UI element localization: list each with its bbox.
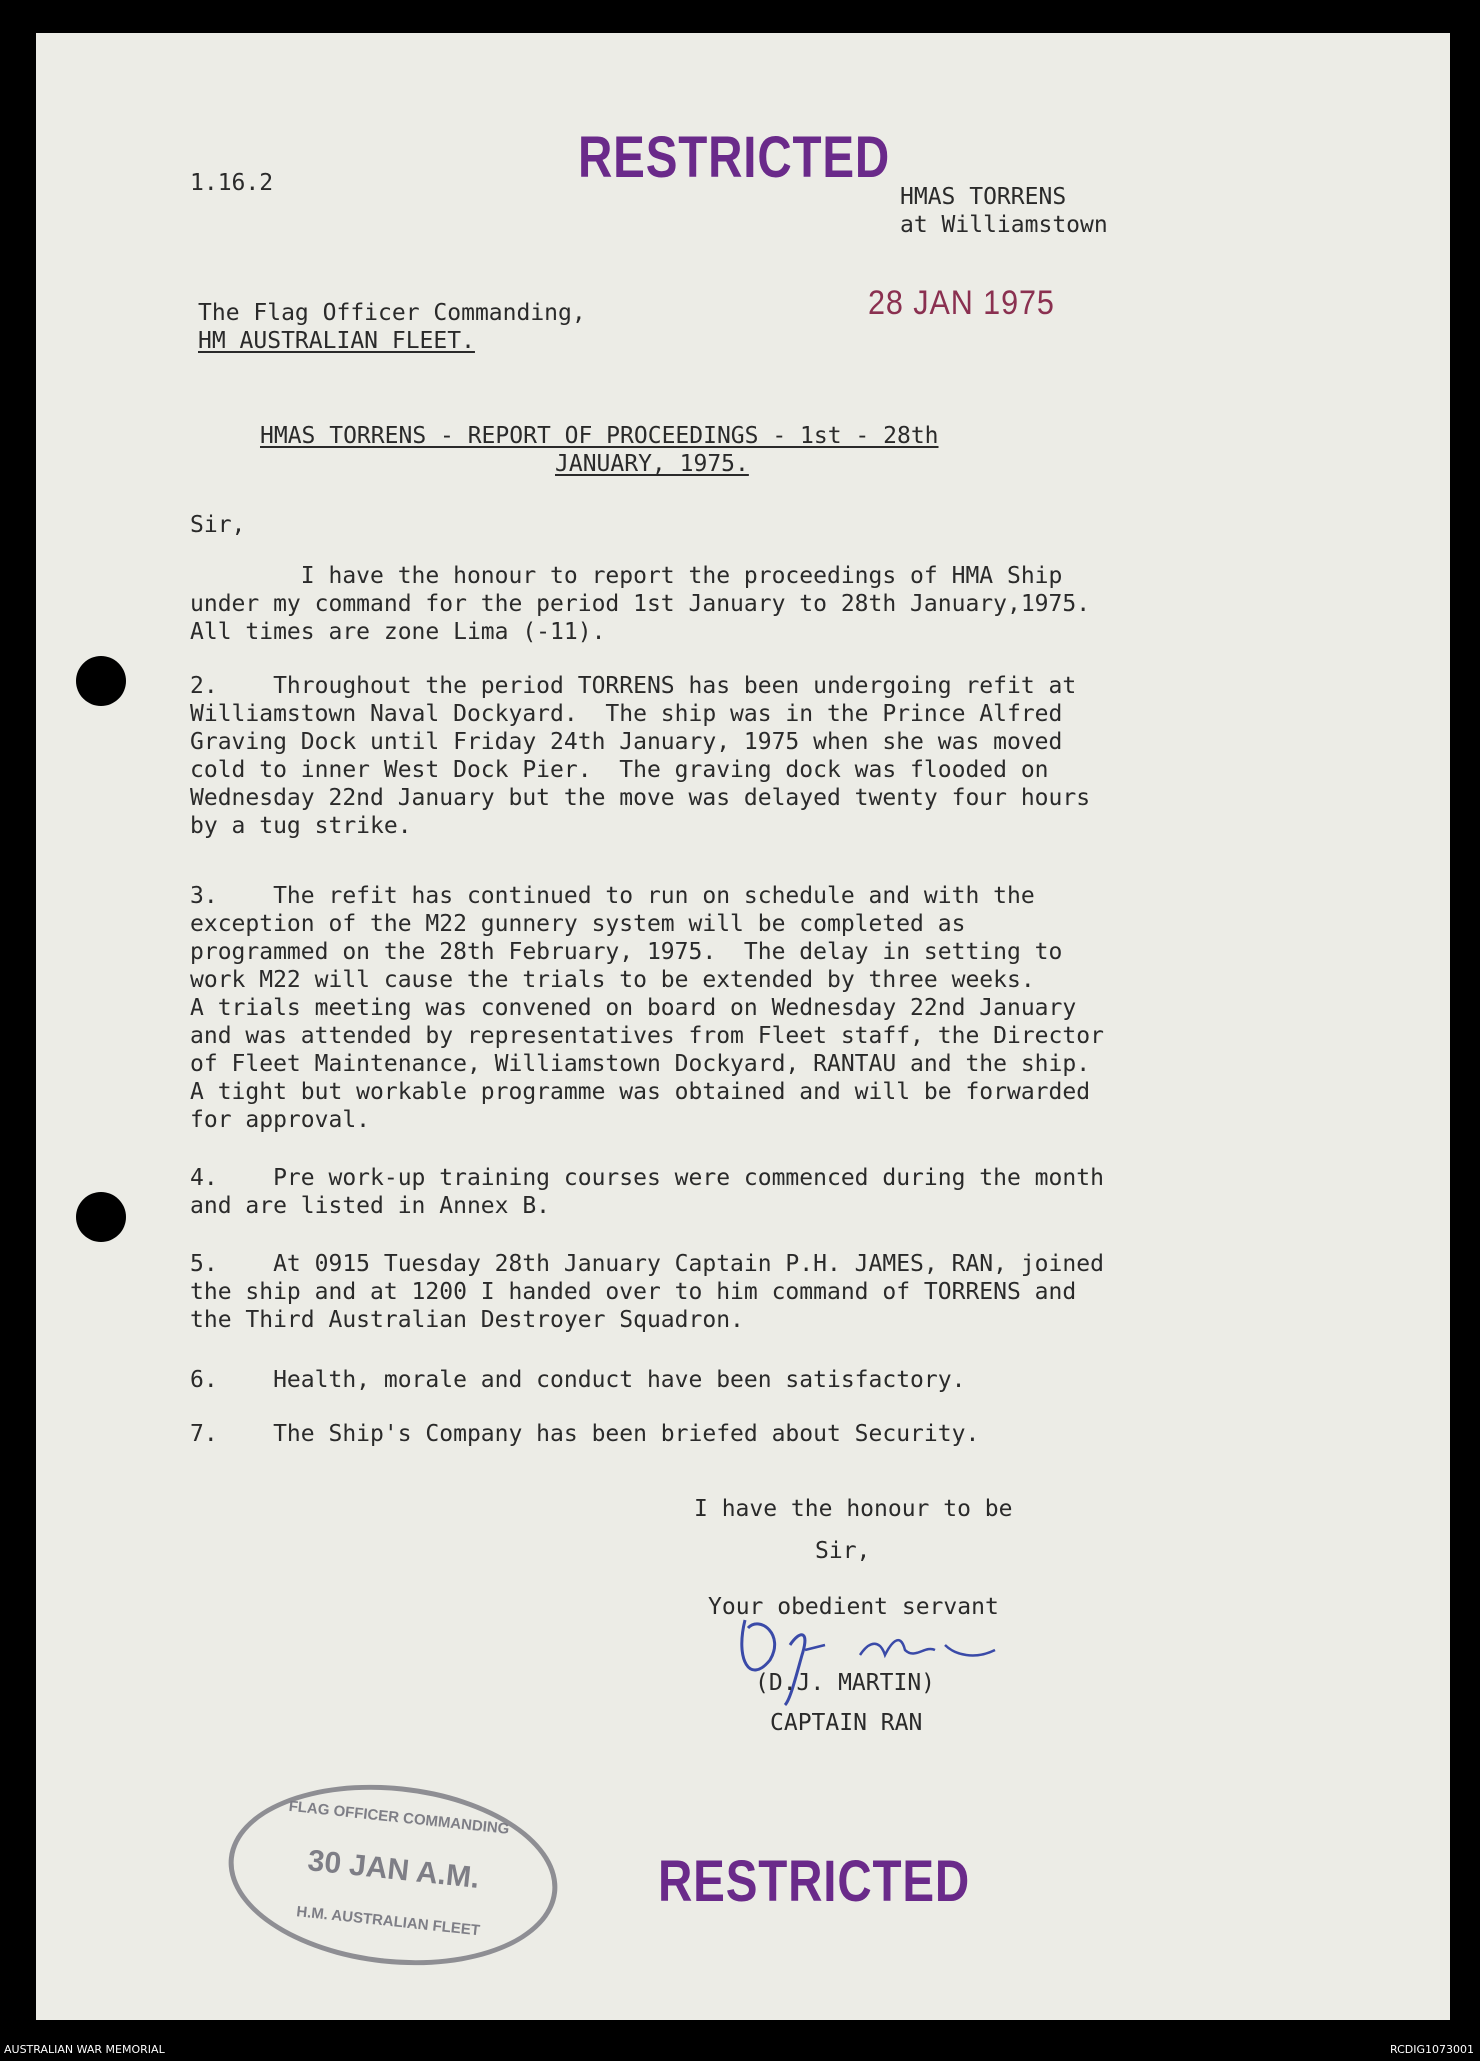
- punch-hole-top: [76, 656, 126, 706]
- file-reference: 1.16.2: [190, 170, 274, 196]
- addressee-line1: The Flag Officer Commanding,: [198, 300, 586, 326]
- footer-id: RCDIG1073001: [1389, 2043, 1474, 2056]
- footer-credit: AUSTRALIAN WAR MEMORIAL: [4, 2043, 165, 2056]
- signatory-rank: CAPTAIN RAN: [770, 1710, 923, 1736]
- punch-hole-bottom: [76, 1192, 126, 1242]
- paragraph-6: 6. Health, morale and conduct have been satisfactory.: [190, 1367, 966, 1393]
- paragraph-5: 5. At 0915 Tuesday 28th January Captain P.H. JAMES, RAN, joined the ship and at 1200 I handed over to him command of TORRENS and the Third Australian Destroyer Squadron.: [190, 1251, 1104, 1333]
- addressee-line2: HM AUSTRALIAN FLEET.: [198, 328, 475, 354]
- paragraph-1: I have the honour to report the proceedings of HMA Ship under my command for the period 1st January to 28th January,1975. All times are zone Lima (-11).: [190, 563, 1091, 645]
- paragraph-4: 4. Pre work-up training courses were commenced during the month and are listed in Annex B.: [190, 1165, 1104, 1219]
- received-stamp-top: FLAG OFFICER COMMANDING: [287, 1797, 511, 1838]
- restricted-stamp-top: RESTRICTED: [578, 125, 891, 190]
- closing-line2: Sir,: [815, 1538, 871, 1564]
- salutation: Sir,: [190, 512, 246, 538]
- ship-location: at Williamstown: [900, 212, 1108, 238]
- ship-name: HMAS TORRENS: [900, 184, 1067, 210]
- received-stamp-bottom: H.M. AUSTRALIAN FLEET: [295, 1903, 481, 1940]
- subject-line1: HMAS TORRENS - REPORT OF PROCEEDINGS - 1st - 28th: [260, 423, 939, 449]
- closing-line1: I have the honour to be: [694, 1496, 1013, 1522]
- paragraph-3: 3. The refit has continued to run on schedule and with the exception of the M22 gunnery system will be completed as programmed on the 28th February, 1975. The delay in setting to work M22 will cause the trials to be extended by three weeks. A trials meeting was convened on board on Wednesday 22nd January and was attended by representatives from Fleet staff, the Director of Fleet Maintenance, Williamstown Dockyard, RANTAU and the ship. A tight but workable programme was obtained and will be forwarded for approval.: [190, 883, 1104, 1133]
- signatory-name: (D.J. MARTIN): [755, 1670, 936, 1696]
- date-stamp: 28 JAN 1975: [868, 284, 1055, 322]
- paragraph-7: 7. The Ship's Company has been briefed about Security.: [190, 1421, 980, 1447]
- paragraph-2: 2. Throughout the period TORRENS has been undergoing refit at Williamstown Naval Dockyard. The ship was in the Prince Alfred Graving Dock until Friday 24th January, 1975 when she was moved cold to inner West Dock Pier. The graving dock was flooded on Wednesday 22nd January but the move was delayed twenty four hours by a tug strike.: [190, 673, 1091, 839]
- closing-line3: Your obedient servant: [708, 1594, 999, 1620]
- received-stamp-date: 30 JAN A.M.: [306, 1844, 481, 1895]
- subject-line2: JANUARY, 1975.: [555, 451, 749, 477]
- restricted-stamp-bottom: RESTRICTED: [658, 1849, 971, 1914]
